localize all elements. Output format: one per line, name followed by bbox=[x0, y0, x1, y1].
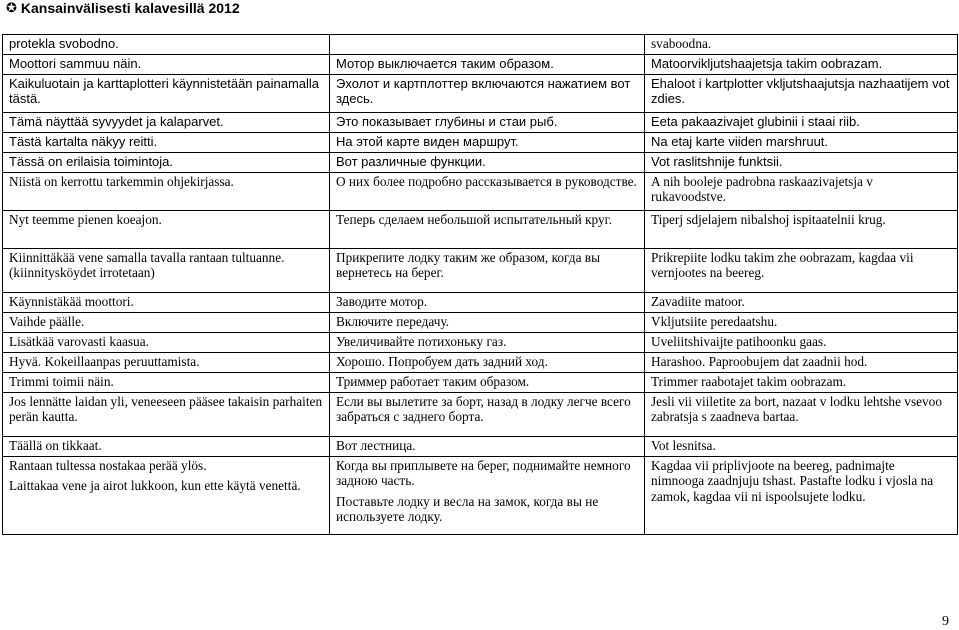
cell-finnish bbox=[3, 372, 330, 392]
cell-russian bbox=[330, 456, 645, 534]
document-header bbox=[0, 0, 240, 16]
cell-russian bbox=[330, 292, 645, 312]
cell-romanized bbox=[645, 372, 958, 392]
cell-romanized bbox=[645, 54, 958, 74]
cell-russian bbox=[330, 172, 645, 210]
star-bullet-icon: ✪ bbox=[6, 0, 17, 16]
phrase-text: Matoorvikljutshaajetsja takim oobrazam. bbox=[651, 55, 883, 71]
cell-finnish bbox=[3, 352, 330, 372]
phrase-text: Когда вы приплывете на берег, поднимайте немного задною часть. bbox=[336, 457, 631, 488]
phrase-text: Eeta pakaazivajet glubinii i staai riib. bbox=[651, 113, 860, 129]
phrase-text: Хорошо. Попробуем дать задний ход. bbox=[336, 353, 548, 369]
phrase-text: Мотор выключается таким образом. bbox=[336, 55, 554, 71]
table-row bbox=[3, 436, 958, 456]
table-row bbox=[3, 372, 958, 392]
phrase-text: О них более подробно рассказывается в руководстве. bbox=[336, 173, 637, 189]
phrase-text: Jesli vii viiletite za bort, nazaat v lodku lehtshe vsevoo zabratsja s zaadneva bartaa. bbox=[651, 393, 942, 424]
phrase-text: Käynnistäkää moottori. bbox=[9, 293, 134, 309]
phrase-text: Niistä on kerrottu tarkemmin ohjekirjassa. bbox=[9, 173, 234, 189]
cell-finnish bbox=[3, 172, 330, 210]
cell-russian bbox=[330, 54, 645, 74]
cell-romanized bbox=[645, 436, 958, 456]
cell-finnish bbox=[3, 456, 330, 534]
cell-russian bbox=[330, 248, 645, 292]
phrase-text: A nih booleje padrobna raskaazivajetsja v rukavoodstve. bbox=[651, 173, 873, 204]
document-title: Kansainvälisesti kalavesillä 2012 bbox=[20, 0, 240, 16]
table-row bbox=[3, 112, 958, 132]
cell-romanized bbox=[645, 210, 958, 248]
cell-romanized bbox=[645, 332, 958, 352]
table-row bbox=[3, 74, 958, 112]
phrase-text: Vot raslitshnije funktsii. bbox=[651, 153, 783, 169]
table-row bbox=[3, 392, 958, 436]
phrase-text: Rantaan tultessa nostakaa perää ylös. bbox=[9, 457, 207, 473]
cell-finnish bbox=[3, 392, 330, 436]
cell-romanized bbox=[645, 74, 958, 112]
phrase-text: Vkljutsiite peredaatshu. bbox=[651, 313, 778, 329]
phrase-text: Na etaj karte viiden marshruut. bbox=[651, 133, 829, 149]
phrase-text: Включите передачу. bbox=[336, 313, 450, 329]
cell-finnish bbox=[3, 436, 330, 456]
table-row bbox=[3, 152, 958, 172]
table-row bbox=[3, 456, 958, 534]
phrase-text: Laittakaa vene ja airot lukkoon, kun ette käytä venettä. bbox=[9, 478, 301, 493]
table-row bbox=[3, 172, 958, 210]
cell-finnish bbox=[3, 112, 330, 132]
phrase-text: Kiinnittäkää vene samalla tavalla rantaan tultuanne. (kiinnitysköydet irrotetaan) bbox=[9, 249, 285, 280]
cell-finnish bbox=[3, 332, 330, 352]
cell-russian bbox=[330, 312, 645, 332]
phrase-text: Tiperj sdjelajem nibalshoj ispitaatelnii krug. bbox=[651, 211, 886, 227]
cell-romanized bbox=[645, 152, 958, 172]
phrase-text: Hyvä. Kokeillaanpas peruuttamista. bbox=[9, 353, 200, 369]
cell-finnish bbox=[3, 74, 330, 112]
cell-russian bbox=[330, 332, 645, 352]
phrase-text: Prikrepiite lodku takim zhe oobrazam, kagdaa vii vernjootes na beereg. bbox=[651, 249, 914, 280]
phrase-text: Trimmi toimii näin. bbox=[9, 373, 114, 389]
phrase-text: Увеличивайте потихоньку газ. bbox=[336, 333, 507, 349]
cell-romanized bbox=[645, 35, 958, 55]
table-row bbox=[3, 332, 958, 352]
cell-romanized bbox=[645, 292, 958, 312]
phrase-text: Vaihde päälle. bbox=[9, 313, 85, 329]
table-row bbox=[3, 312, 958, 332]
cell-russian bbox=[330, 35, 645, 55]
phrase-text: Kaikuluotain ja karttaplotteri käynnistetään painamalla tästä. bbox=[9, 75, 320, 106]
phrase-text: Прикрепите лодку таким же образом, когда вы вернетесь на берег. bbox=[336, 249, 601, 280]
phrase-text: Täällä on tikkaat. bbox=[9, 437, 102, 453]
cell-russian bbox=[330, 392, 645, 436]
table-row bbox=[3, 210, 958, 248]
cell-russian bbox=[330, 436, 645, 456]
cell-russian bbox=[330, 112, 645, 132]
phrase-text: Nyt teemme pienen koeajon. bbox=[9, 211, 162, 227]
phrase-text: Триммер работает таким образом. bbox=[336, 373, 530, 389]
phrase-text: На этой карте виден маршрут. bbox=[336, 133, 519, 149]
phrase-text: Tässä on erilaisia toimintoja. bbox=[9, 153, 174, 169]
cell-romanized bbox=[645, 352, 958, 372]
phrase-text: Zavadiite matoor. bbox=[651, 293, 745, 309]
cell-finnish bbox=[3, 312, 330, 332]
phrase-text: Vot lesnitsa. bbox=[651, 437, 716, 453]
cell-romanized bbox=[645, 132, 958, 152]
phrase-text: Эхолот и картплоттер включаются нажатием вот здесь. bbox=[336, 75, 631, 106]
phrase-text: Uveliitshivaijte patihoonku gaas. bbox=[651, 333, 827, 349]
page-number: 9 bbox=[942, 614, 949, 629]
phrase-text: Вот различные функции. bbox=[336, 153, 486, 169]
cell-finnish bbox=[3, 54, 330, 74]
phrase-text: Это показывает глубины и стаи рыб. bbox=[336, 113, 558, 129]
phrase-text: Moottori sammuu näin. bbox=[9, 55, 142, 71]
phrase-text: Kagdaa vii priplivjoote na beereg, padnimajte nimnooga zaadnjuju tshast. Pastafte lodku i vjosla na zamok, kagdaa vii ni ispoolsujete lodku. bbox=[651, 457, 934, 504]
phrase-table-body bbox=[3, 35, 958, 535]
phrase-text: Поставьте лодку и весла на замок, когда вы не используете лодку. bbox=[336, 493, 599, 524]
phrase-text: Если вы вылетите за борт, назад в лодку легче всего забраться с заднего борта. bbox=[336, 393, 631, 424]
cell-finnish bbox=[3, 152, 330, 172]
phrase-text: Tämä näyttää syvyydet ja kalaparvet. bbox=[9, 113, 224, 129]
table-row bbox=[3, 352, 958, 372]
cell-romanized bbox=[645, 248, 958, 292]
cell-romanized bbox=[645, 456, 958, 534]
cell-russian bbox=[330, 210, 645, 248]
phrase-text: Tästä kartalta näkyy reitti. bbox=[9, 133, 158, 149]
phrase-text: Jos lennätte laidan yli, veneeseen pääsee takaisin parhaiten perän kautta. bbox=[9, 393, 323, 424]
cell-finnish bbox=[3, 248, 330, 292]
table-row bbox=[3, 35, 958, 55]
cell-finnish bbox=[3, 35, 330, 55]
phrase-text: protekla svobodno. bbox=[9, 36, 119, 51]
cell-russian bbox=[330, 74, 645, 112]
cell-romanized bbox=[645, 112, 958, 132]
cell-romanized bbox=[645, 172, 958, 210]
phrase-text: Ehaloot i kartplotter vkljutshaajutsja nazhaatijem vot zdies. bbox=[651, 75, 950, 106]
cell-russian bbox=[330, 352, 645, 372]
phrase-table bbox=[2, 34, 958, 535]
cell-finnish bbox=[3, 292, 330, 312]
cell-romanized bbox=[645, 312, 958, 332]
phrase-text: svaboodna. bbox=[651, 36, 712, 51]
phrase-text: Harashoo. Paproobujem dat zaadnii hod. bbox=[651, 353, 868, 369]
cell-finnish bbox=[3, 210, 330, 248]
table-row bbox=[3, 248, 958, 292]
table-row bbox=[3, 54, 958, 74]
phrase-text: Теперь сделаем небольшой испытательный круг. bbox=[336, 211, 612, 227]
phrase-text: Trimmer raabotajet takim oobrazam. bbox=[651, 373, 847, 389]
cell-russian bbox=[330, 372, 645, 392]
phrase-text: Заводите мотор. bbox=[336, 293, 428, 309]
table-row bbox=[3, 132, 958, 152]
phrase-text: Lisätkää varovasti kaasua. bbox=[9, 333, 149, 349]
cell-romanized bbox=[645, 392, 958, 436]
cell-russian bbox=[330, 152, 645, 172]
cell-russian bbox=[330, 132, 645, 152]
phrase-text: Вот лестница. bbox=[336, 437, 416, 453]
cell-finnish bbox=[3, 132, 330, 152]
table-row bbox=[3, 292, 958, 312]
